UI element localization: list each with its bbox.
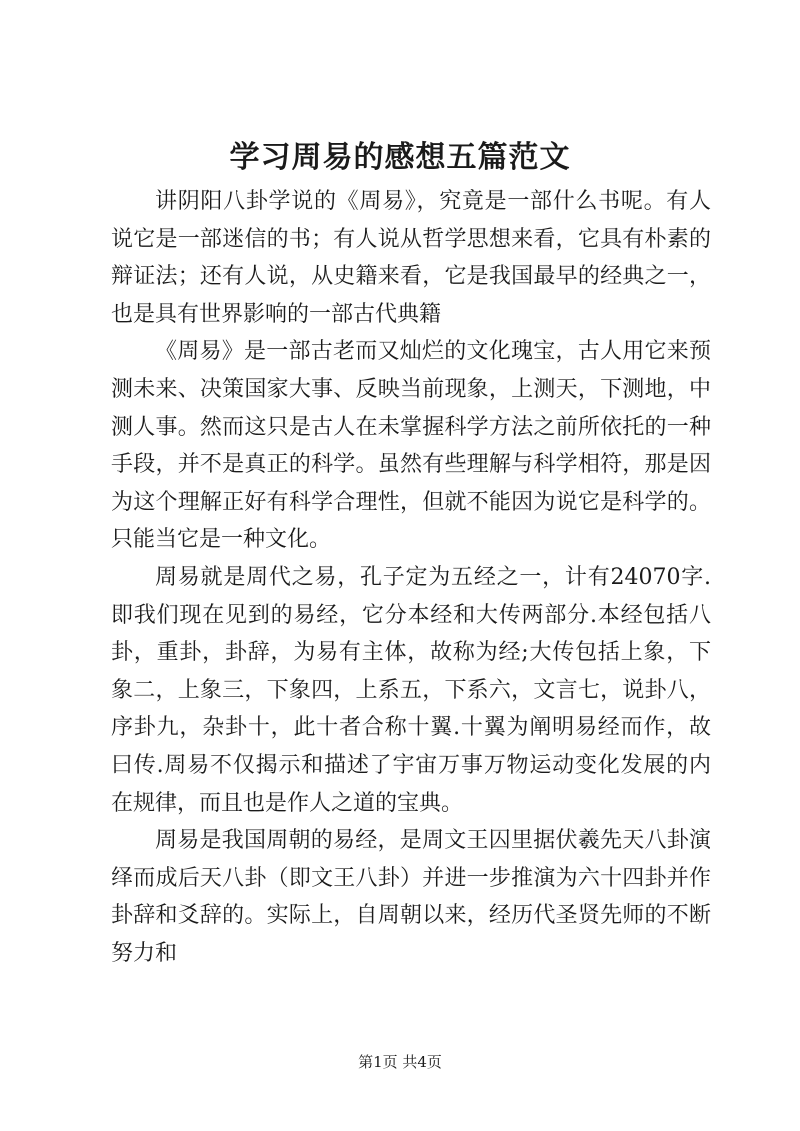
paragraph-2: 《周易》是一部古老而又灿烂的文化瑰宝，古人用它来预测未来、决策国家大事、反映当前现象，上测天，下测地，中测人事。然而这只是古人在未掌握科学方法之前所依托的一种手段，并不是真正的科学。虽然有些理解与科学相符，那是因为这个理解正好有科学合理性，但就不能因为说它是科学的。只能当它是一种文化。 [111,339,711,553]
paragraph-3: 周易就是周代之易，孔子定为五经之一，计有24070字.即我们现在见到的易经，它分本经和大传两部分.本经包括八卦，重卦，卦辞，为易有主体，故称为经;大传包括上象，下象二，上象三，下象四，上系五，下系六，文言七，说卦八，序卦九，杂卦十，此十者合称十翼.十翼为阐明易经而作，故曰传.周易不仅揭示和描述了宇宙万事万物运动变化发展的内在规律，而且也是作人之道的宝典。 [111,564,711,816]
paragraph-4: 周易是我国周朝的易经，是周文王囚里据伏羲先天八卦演绎而成后天八卦（即文王八卦）并进一步推演为六十四卦并作卦辞和爻辞的。实际上，自周朝以来，经历代圣贤先师的不断努力和 [111,828,711,966]
document-body [111,183,711,972]
document-title: 学习周易的感想五篇范文 [229,140,571,175]
paragraph-1: 讲阴阳八卦学说的《周易》，究竟是一部什么书呢。有人说它是一部迷信的书；有人说从哲学思想来看，它具有朴素的辩证法；还有人说，从史籍来看，它是我国最早的经典之一，也是具有世界影响的一部古代典籍 [111,189,711,327]
page-footer: 第1页 共4页 [358,1053,442,1071]
